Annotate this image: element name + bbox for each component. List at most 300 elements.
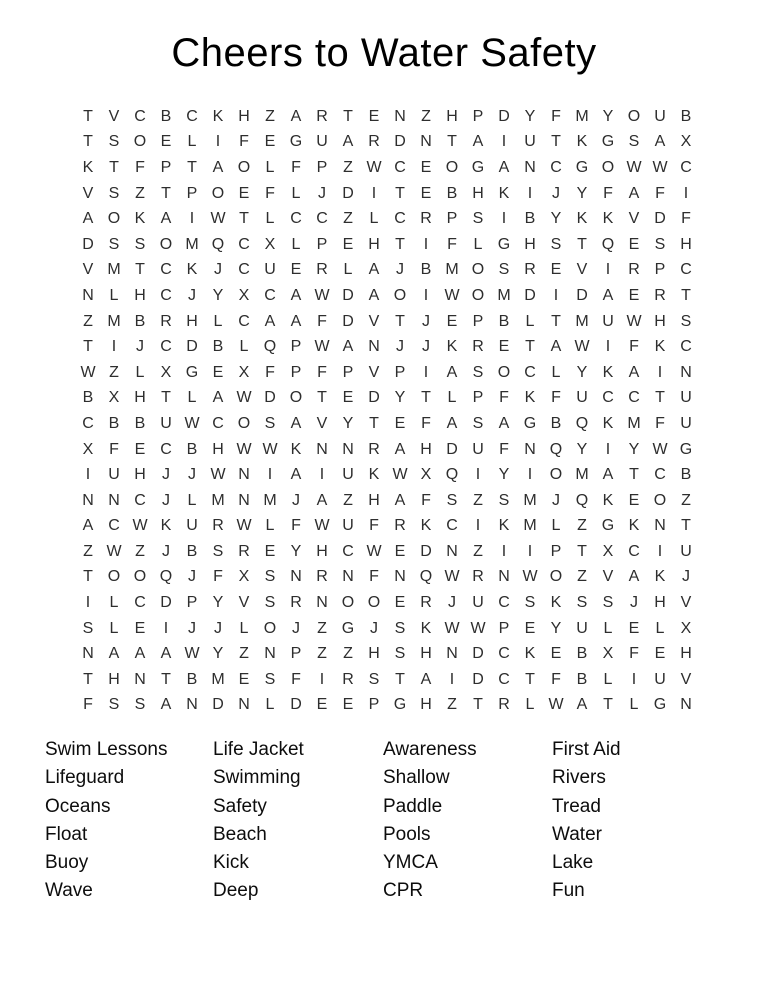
grid-letter: L (655, 619, 665, 637)
word-list-item: YMCA (383, 852, 438, 874)
grid-letter: P (316, 158, 328, 176)
grid-letter: Z (473, 542, 483, 560)
grid-letter: L (551, 363, 561, 381)
word-list-item: Wave (45, 880, 93, 902)
grid-letter: A (342, 133, 354, 151)
grid-letter: T (83, 338, 93, 356)
grid-letter: L (291, 184, 301, 202)
grid-letter: V (238, 594, 250, 612)
grid-letter: I (111, 338, 117, 356)
grid-letter: B (186, 440, 198, 458)
grid-letter: T (577, 542, 587, 560)
grid-letter: L (265, 517, 275, 535)
grid-letter: P (160, 158, 172, 176)
grid-letter: G (497, 235, 511, 253)
grid-letter: B (160, 107, 172, 125)
grid-letter: C (238, 312, 250, 330)
grid-letter: E (628, 491, 640, 509)
grid-letter: P (472, 107, 484, 125)
grid-letter: D (654, 210, 666, 228)
grid-letter: H (420, 645, 432, 663)
grid-letter: A (420, 670, 432, 688)
grid-letter: Z (577, 568, 587, 586)
grid-letter: O (549, 466, 563, 484)
grid-letter: T (135, 261, 145, 279)
grid-letter: U (680, 389, 692, 407)
word-list (45, 736, 712, 906)
grid-letter: L (343, 261, 353, 279)
grid-letter: I (267, 466, 273, 484)
grid-letter: T (447, 133, 457, 151)
grid-letter: D (342, 312, 354, 330)
grid-letter: C (82, 414, 94, 432)
grid-letter: J (318, 184, 326, 202)
grid-letter: A (290, 414, 302, 432)
grid-letter: E (628, 235, 640, 253)
word-list-item: Tread (552, 795, 601, 817)
grid-letter: A (134, 645, 146, 663)
grid-letter: W (522, 568, 538, 586)
grid-letter: I (683, 184, 689, 202)
grid-letter: B (446, 184, 458, 202)
grid-letter: Q (445, 466, 459, 484)
grid-letter: L (135, 363, 145, 381)
grid-letter: I (605, 440, 611, 458)
grid-letter: N (82, 645, 94, 663)
grid-letter: S (264, 594, 276, 612)
word-search-grid (75, 104, 699, 718)
grid-letter: O (367, 594, 381, 612)
grid-letter: F (629, 338, 639, 356)
grid-letter: T (551, 312, 561, 330)
grid-letter: B (576, 645, 588, 663)
grid-letter: G (471, 158, 485, 176)
grid-letter: W (626, 312, 642, 330)
grid-letter: E (342, 389, 354, 407)
grid-letter: W (444, 619, 460, 637)
grid-letter: N (238, 696, 250, 714)
grid-letter: R (212, 517, 224, 535)
grid-letter: F (83, 696, 93, 714)
grid-letter: I (501, 210, 507, 228)
grid-letter: Z (135, 184, 145, 202)
word-list-item: Rivers (552, 767, 606, 789)
word-list-item: Lake (552, 852, 594, 874)
grid-letter: K (134, 210, 146, 228)
grid-letter: S (550, 235, 562, 253)
grid-letter: N (446, 645, 458, 663)
grid-letter: K (420, 517, 432, 535)
grid-letter: K (576, 210, 588, 228)
grid-letter: F (239, 133, 249, 151)
grid-letter: M (211, 491, 225, 509)
grid-letter: E (316, 696, 328, 714)
grid-letter: R (316, 261, 328, 279)
grid-letter: Z (83, 542, 93, 560)
grid-letter: A (160, 696, 172, 714)
grid-letter: F (265, 363, 275, 381)
grid-letter: T (161, 184, 171, 202)
grid-letter: L (629, 696, 639, 714)
grid-letter: A (446, 414, 458, 432)
grid-letter: O (497, 363, 511, 381)
grid-letter: W (548, 696, 564, 714)
grid-letter: J (292, 491, 300, 509)
grid-letter: I (319, 466, 325, 484)
grid-letter: L (109, 619, 119, 637)
grid-letter: G (185, 363, 199, 381)
grid-letter: D (368, 389, 380, 407)
grid-letter: P (316, 235, 328, 253)
grid-letter: V (316, 414, 328, 432)
grid-letter: W (366, 542, 382, 560)
grid-letter: R (524, 261, 536, 279)
grid-letter: C (628, 542, 640, 560)
grid-letter: T (395, 235, 405, 253)
grid-letter: U (602, 312, 614, 330)
grid-letter: Y (602, 107, 614, 125)
word-list-item: Deep (213, 880, 259, 902)
grid-letter: O (549, 568, 563, 586)
grid-letter: L (265, 158, 275, 176)
grid-letter: G (341, 619, 355, 637)
grid-letter: E (628, 619, 640, 637)
grid-letter: X (602, 542, 614, 560)
grid-letter: E (394, 542, 406, 560)
grid-letter: S (368, 670, 380, 688)
grid-letter: F (499, 440, 509, 458)
grid-letter: N (680, 696, 692, 714)
word-list-item: Lifeguard (45, 767, 125, 789)
grid-letter: Y (576, 184, 588, 202)
grid-letter: Z (265, 107, 275, 125)
grid-letter: W (184, 645, 200, 663)
grid-letter: W (392, 466, 408, 484)
grid-letter: S (680, 312, 692, 330)
grid-letter: K (628, 517, 640, 535)
grid-letter: A (160, 645, 172, 663)
grid-letter: W (184, 414, 200, 432)
grid-letter: B (576, 670, 588, 688)
grid-letter: F (551, 670, 561, 688)
grid-letter: B (134, 312, 146, 330)
grid-letter: A (290, 286, 302, 304)
grid-letter: F (109, 440, 119, 458)
grid-letter: Z (343, 645, 353, 663)
word-list-item: Life Jacket (213, 739, 304, 760)
grid-letter: U (654, 107, 666, 125)
grid-letter: M (523, 491, 537, 509)
grid-letter: V (368, 363, 380, 381)
grid-letter: G (601, 133, 615, 151)
grid-letter: Z (109, 363, 119, 381)
grid-letter: K (420, 619, 432, 637)
grid-letter: P (368, 696, 380, 714)
grid-letter: S (654, 235, 666, 253)
grid-letter: A (498, 414, 510, 432)
grid-letter: D (498, 107, 510, 125)
grid-letter: C (524, 363, 536, 381)
grid-letter: F (655, 414, 665, 432)
grid-letter: F (291, 158, 301, 176)
grid-letter: T (395, 312, 405, 330)
word-list-column (45, 736, 213, 906)
grid-letter: B (108, 414, 120, 432)
grid-letter: Y (342, 414, 354, 432)
grid-letter: M (523, 517, 537, 535)
grid-letter: J (396, 261, 404, 279)
grid-letter: H (368, 235, 380, 253)
grid-letter: J (448, 594, 456, 612)
grid-letter: Y (212, 645, 224, 663)
grid-letter: V (108, 107, 120, 125)
grid-letter: T (473, 696, 483, 714)
grid-letter: E (628, 286, 640, 304)
grid-letter: N (498, 568, 510, 586)
grid-letter: T (525, 338, 535, 356)
grid-letter: Y (550, 619, 562, 637)
grid-letter: K (498, 517, 510, 535)
grid-letter: D (524, 286, 536, 304)
grid-letter: C (342, 542, 354, 560)
grid-letter: R (654, 286, 666, 304)
grid-letter: W (132, 517, 148, 535)
grid-letter: L (265, 210, 275, 228)
grid-letter: U (680, 542, 692, 560)
grid-letter: H (680, 235, 692, 253)
grid-letter: S (498, 261, 510, 279)
grid-letter: W (106, 542, 122, 560)
grid-letter: M (575, 312, 589, 330)
grid-letter: A (472, 133, 484, 151)
grid-letter: I (501, 133, 507, 151)
grid-letter: B (186, 670, 198, 688)
grid-letter: X (420, 466, 432, 484)
grid-letter: T (317, 389, 327, 407)
grid-letter: A (342, 338, 354, 356)
grid-letter: I (657, 542, 663, 560)
grid-letter: V (82, 184, 94, 202)
grid-letter: I (163, 619, 169, 637)
grid-letter: Z (421, 107, 431, 125)
grid-letter: U (342, 466, 354, 484)
grid-letter: J (292, 619, 300, 637)
grid-letter: E (654, 645, 666, 663)
grid-letter: F (655, 184, 665, 202)
grid-letter: M (211, 670, 225, 688)
grid-letter: O (237, 414, 251, 432)
grid-letter: H (186, 312, 198, 330)
grid-letter: W (236, 389, 252, 407)
grid-letter: D (82, 235, 94, 253)
grid-letter: P (290, 645, 302, 663)
grid-letter: W (652, 158, 668, 176)
grid-letter: K (290, 440, 302, 458)
grid-letter: C (498, 645, 510, 663)
grid-letter: X (238, 568, 250, 586)
grid-letter: T (83, 133, 93, 151)
grid-letter: D (342, 184, 354, 202)
grid-letter: I (423, 286, 429, 304)
grid-letter: A (394, 440, 406, 458)
grid-letter: S (264, 568, 276, 586)
grid-letter: E (550, 261, 562, 279)
grid-letter: O (133, 133, 147, 151)
grid-letter: I (423, 363, 429, 381)
grid-letter: P (498, 619, 510, 637)
grid-letter: A (316, 491, 328, 509)
grid-letter: S (628, 133, 640, 151)
grid-letter: U (472, 440, 484, 458)
grid-letter: N (394, 568, 406, 586)
grid-letter: Z (343, 210, 353, 228)
grid-letter: E (524, 619, 536, 637)
grid-letter: S (108, 184, 120, 202)
grid-letter: D (290, 696, 302, 714)
grid-letter: S (264, 414, 276, 432)
grid-letter: S (602, 594, 614, 612)
grid-letter: H (368, 645, 380, 663)
grid-letter: Z (83, 312, 93, 330)
word-list-item: Fun (552, 880, 585, 902)
grid-letter: P (472, 389, 484, 407)
grid-letter: I (189, 210, 195, 228)
grid-letter: A (550, 338, 562, 356)
grid-letter: F (603, 184, 613, 202)
grid-letter: P (290, 363, 302, 381)
word-list-column (383, 736, 552, 906)
grid-letter: E (394, 594, 406, 612)
grid-letter: L (369, 210, 379, 228)
grid-letter: K (550, 594, 562, 612)
grid-letter: W (210, 466, 226, 484)
word-list-item: Pools (383, 823, 431, 845)
grid-letter: O (237, 158, 251, 176)
grid-letter: O (159, 235, 173, 253)
grid-letter: N (82, 491, 94, 509)
grid-letter: Y (394, 389, 406, 407)
grid-letter: W (314, 338, 330, 356)
grid-letter: T (187, 158, 197, 176)
grid-letter: O (211, 184, 225, 202)
grid-letter: E (394, 414, 406, 432)
grid-letter: A (446, 363, 458, 381)
grid-letter: A (212, 158, 224, 176)
grid-letter: W (470, 619, 486, 637)
grid-letter: P (394, 363, 406, 381)
grid-letter: D (446, 440, 458, 458)
grid-letter: H (238, 107, 250, 125)
grid-letter: N (342, 440, 354, 458)
grid-letter: E (342, 235, 354, 253)
grid-letter: D (576, 286, 588, 304)
grid-letter: N (446, 542, 458, 560)
grid-letter: Z (473, 491, 483, 509)
grid-letter: U (524, 133, 536, 151)
grid-letter: M (575, 466, 589, 484)
grid-letter: O (341, 594, 355, 612)
grid-letter: E (238, 184, 250, 202)
grid-letter: K (576, 133, 588, 151)
grid-letter: Y (550, 210, 562, 228)
grid-letter: F (447, 235, 457, 253)
grid-letter: L (239, 338, 249, 356)
grid-letter: H (368, 491, 380, 509)
grid-letter: M (107, 261, 121, 279)
grid-letter: F (421, 491, 431, 509)
grid-letter: D (160, 594, 172, 612)
grid-letter: C (212, 414, 224, 432)
grid-letter: E (498, 338, 510, 356)
grid-letter: S (108, 696, 120, 714)
grid-letter: I (631, 670, 637, 688)
grid-letter: F (369, 517, 379, 535)
grid-letter: A (628, 363, 640, 381)
grid-letter: G (289, 133, 303, 151)
grid-letter: C (134, 107, 146, 125)
grid-letter: M (627, 414, 641, 432)
grid-letter: H (446, 107, 458, 125)
grid-letter: D (264, 389, 276, 407)
grid-letter: W (444, 286, 460, 304)
grid-letter: A (160, 210, 172, 228)
grid-letter: N (290, 568, 302, 586)
grid-letter: E (290, 261, 302, 279)
grid-letter: E (446, 312, 458, 330)
grid-letter: N (238, 491, 250, 509)
grid-letter: D (420, 542, 432, 560)
grid-letter: U (160, 414, 172, 432)
grid-letter: H (472, 184, 484, 202)
grid-letter: S (108, 133, 120, 151)
grid-letter: Y (628, 440, 640, 458)
grid-letter: Z (135, 542, 145, 560)
grid-letter: E (264, 133, 276, 151)
grid-letter: U (576, 389, 588, 407)
grid-letter: F (421, 414, 431, 432)
grid-letter: H (212, 440, 224, 458)
grid-letter: C (290, 210, 302, 228)
grid-letter: Z (239, 645, 249, 663)
grid-letter: A (654, 133, 666, 151)
grid-letter: M (263, 491, 277, 509)
grid-letter: Z (343, 158, 353, 176)
grid-letter: T (551, 133, 561, 151)
grid-letter: G (575, 158, 589, 176)
grid-letter: I (319, 670, 325, 688)
grid-letter: S (264, 670, 276, 688)
grid-letter: X (680, 619, 692, 637)
grid-letter: C (160, 440, 172, 458)
grid-letter: N (342, 568, 354, 586)
grid-letter: T (577, 235, 587, 253)
grid-letter: Z (317, 645, 327, 663)
grid-letter: D (342, 286, 354, 304)
grid-letter: E (550, 645, 562, 663)
grid-letter: E (238, 670, 250, 688)
grid-letter: F (551, 107, 561, 125)
grid-letter: B (550, 414, 562, 432)
grid-letter: I (553, 286, 559, 304)
grid-letter: I (501, 542, 507, 560)
grid-letter: U (472, 594, 484, 612)
grid-letter: T (395, 184, 405, 202)
grid-letter: J (552, 491, 560, 509)
grid-letter: P (472, 312, 484, 330)
grid-letter: S (134, 696, 146, 714)
grid-letter: N (82, 286, 94, 304)
grid-letter: W (236, 517, 252, 535)
